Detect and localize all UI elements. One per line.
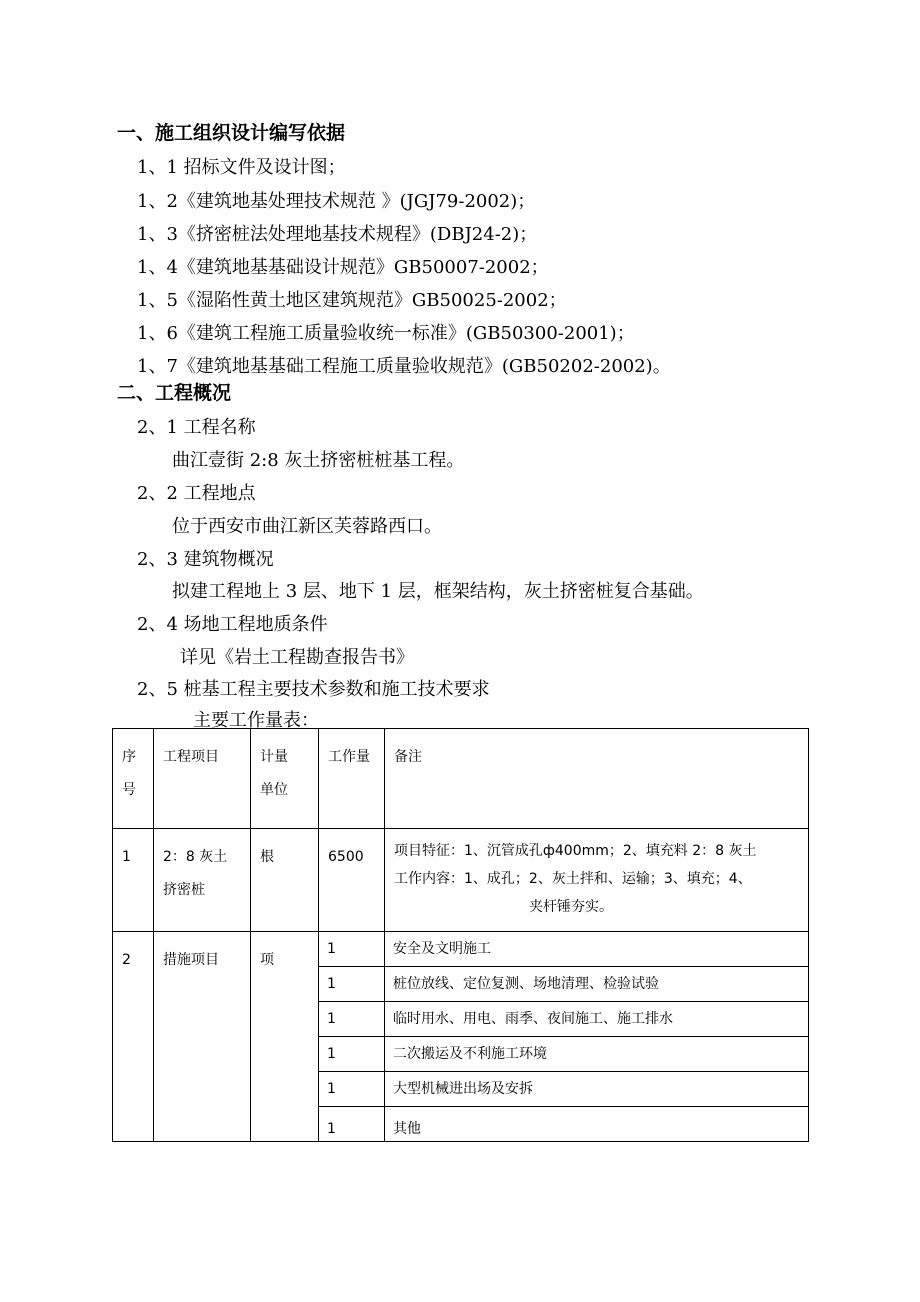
row1-remark-line1: 项目特征：1、沉管成孔ф400mm；2、填充料 2：8 灰土 [394, 843, 757, 859]
row2-sub-remark: 安全及文明施工 [385, 932, 809, 967]
row1-remark [385, 829, 809, 932]
row2-sub-remark: 大型机械进出场及安拆 [385, 1072, 809, 1107]
subsection-text: 位于西安市曲江新区芙蓉路西口。 [172, 516, 442, 537]
subsection-text: 详见《岩土工程勘查报告书》 [180, 647, 414, 668]
header-qty: 工作量 [319, 729, 385, 829]
subsection-heading: 2、5 桩基工程主要技术参数和施工技术要求 [137, 679, 490, 700]
table-row [113, 829, 809, 932]
row2-item: 措施项目 [154, 932, 251, 1142]
subsection-heading: 2、3 建筑物概况 [137, 549, 274, 570]
header-remark: 备注 [385, 729, 809, 829]
row1-remark-line3: 夹杆锤夯实。 [529, 899, 613, 915]
workload-table [112, 728, 809, 1142]
reference-item: 1、7《建筑地基基础工程施工质量验收规范》(GB50202-2002)。 [137, 356, 671, 377]
subsection-heading: 2、1 工程名称 [137, 417, 256, 438]
header-unit-line1: 计量 [260, 749, 288, 765]
header-item: 工程项目 [154, 729, 251, 829]
reference-item: 1、2《建筑地基处理技术规范 》(JGJ79-2002)； [137, 191, 536, 212]
row1-remark-line2: 工作内容：1、成孔；2、灰土拌和、运输；3、填充；4、 [394, 871, 752, 887]
row2-no: 2 [113, 932, 154, 1142]
reference-item: 1、4《建筑地基基础设计规范》GB50007-2002； [137, 257, 549, 278]
row2-sub-remark: 二次搬运及不利施工环境 [385, 1037, 809, 1072]
row2-sub-qty: 1 [319, 1107, 385, 1142]
subsection-text: 曲江壹街 2:8 灰土挤密桩桩基工程。 [172, 450, 465, 471]
subsection-text: 拟建工程地上 3 层、地下 1 层，框架结构，灰土挤密桩复合基础。 [172, 581, 704, 602]
row2-sub-qty: 1 [319, 932, 385, 967]
header-no-line1: 序 [122, 749, 136, 765]
row1-item-line1: 2：8 灰土 [163, 849, 228, 865]
row2-sub-qty: 1 [319, 1072, 385, 1107]
reference-item: 1、3《挤密桩法处理地基技术规程》(DBJ24-2)； [137, 224, 538, 245]
row2-sub-remark: 桩位放线、定位复测、场地清理、检验试验 [385, 967, 809, 1002]
reference-item: 1、6《建筑工程施工质量验收统一标准》(GB50300-2001)； [137, 323, 635, 344]
row1-no: 1 [113, 829, 154, 932]
row2-sub-qty: 1 [319, 1002, 385, 1037]
table-header-row [113, 729, 809, 829]
row1-qty: 6500 [319, 829, 385, 932]
header-unit [251, 729, 319, 829]
reference-item: 1、5《湿陷性黄土地区建筑规范》GB50025-2002； [137, 290, 567, 311]
row2-sub-remark: 临时用水、用电、雨季、夜间施工、施工排水 [385, 1002, 809, 1037]
section-1-title: 一、施工组织设计编写依据 [117, 122, 346, 144]
header-unit-line2: 单位 [260, 782, 288, 798]
row2-sub-qty: 1 [319, 967, 385, 1002]
row2-unit: 项 [251, 932, 319, 1142]
subsection-heading: 2、4 场地工程地质条件 [137, 614, 328, 635]
row2-sub-qty: 1 [319, 1037, 385, 1072]
table-caption: 主要工作量表： [193, 710, 319, 731]
row2-sub-remark: 其他 [385, 1107, 809, 1142]
row1-item-line2: 挤密桩 [163, 882, 205, 898]
header-no-line2: 号 [122, 782, 136, 798]
header-no [113, 729, 154, 829]
table-row [113, 932, 809, 967]
section-2-title: 二、工程概况 [117, 382, 232, 404]
subsection-heading: 2、2 工程地点 [137, 483, 256, 504]
row1-unit: 根 [251, 829, 319, 932]
row1-item [154, 829, 251, 932]
reference-item: 1、1 招标文件及设计图； [137, 157, 346, 178]
